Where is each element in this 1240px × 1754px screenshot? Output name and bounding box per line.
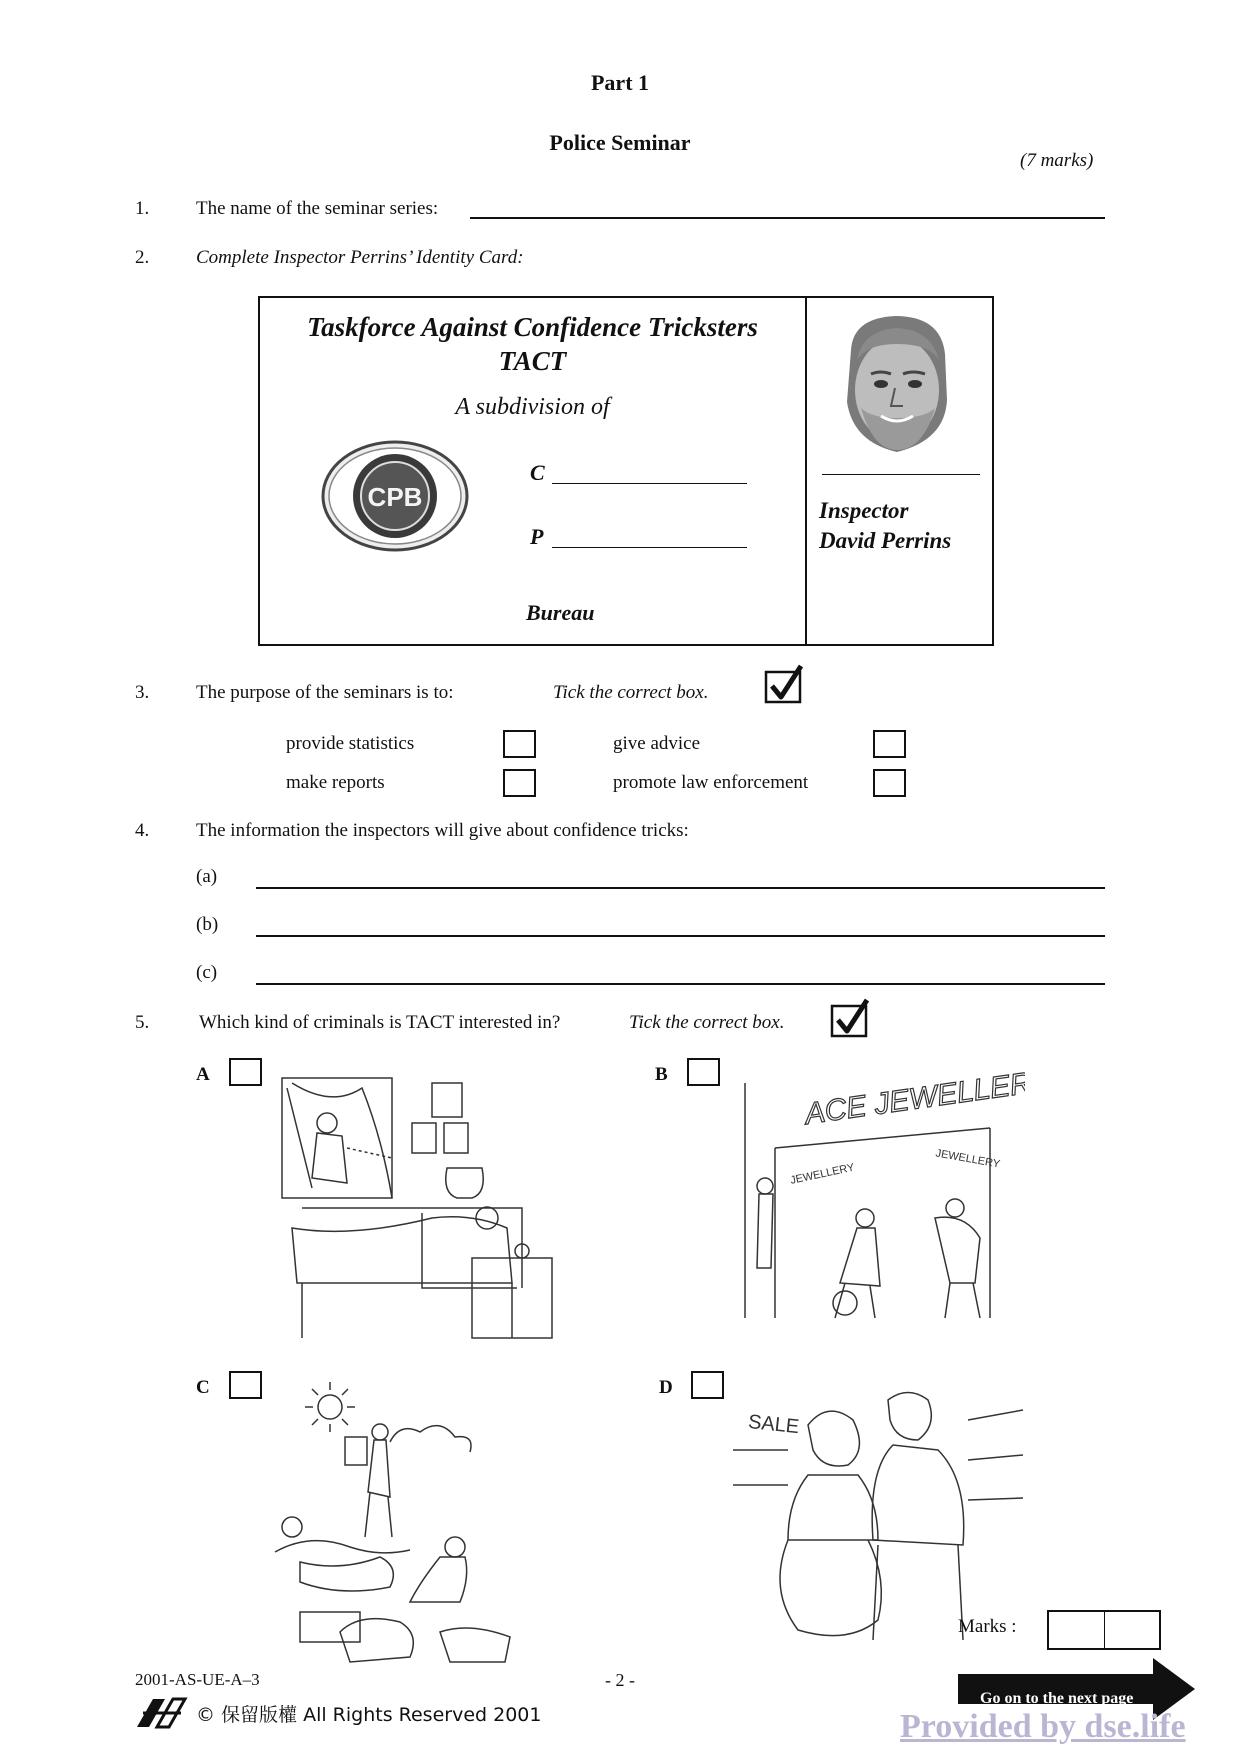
cpb-logo	[320, 438, 470, 554]
card-photo-line	[822, 474, 980, 475]
card-acronym: TACT	[498, 346, 567, 376]
question-1-number: 1.	[135, 198, 150, 219]
marks-allocation: (7 marks)	[1020, 150, 1094, 171]
question-4-part-b-label: (b)	[196, 914, 219, 935]
picture-label-d: D	[659, 1377, 673, 1398]
paper-code: 2001-AS-UE-A–3	[135, 1670, 260, 1689]
picture-a-burglary-illustration	[272, 1068, 562, 1353]
question-4-part-a-line[interactable]	[256, 887, 1105, 889]
checkbox-picture-d[interactable]	[691, 1371, 724, 1399]
checkbox-picture-a[interactable]	[229, 1058, 262, 1086]
picture-label-c: C	[196, 1377, 210, 1398]
picture-d-shoplifting-illustration	[728, 1380, 1028, 1655]
cpb-logo-text: CPB	[367, 482, 423, 512]
checkbox-make-reports[interactable]	[503, 769, 536, 797]
watermark-provided-by[interactable]: Provided by dse.life	[900, 1708, 1186, 1745]
card-name-line2: David Perrins	[819, 528, 952, 553]
question-4-part-c-label: (c)	[196, 962, 218, 983]
marks-box-divider	[1104, 1612, 1105, 1648]
checkbox-promote-law-enforcement[interactable]	[873, 769, 906, 797]
section-title: Police Seminar	[549, 130, 691, 155]
question-1-text: The name of the seminar series:	[196, 198, 439, 219]
tick-example-icon	[764, 664, 804, 704]
checkbox-picture-c[interactable]	[229, 1371, 262, 1399]
question-5-text: Which kind of criminals is TACT interested in?	[199, 1012, 561, 1033]
question-4-part-c-line[interactable]	[256, 983, 1105, 985]
sale-sign-text: SALE	[747, 1410, 801, 1439]
question-3-instruction: Tick the correct box.	[553, 682, 709, 703]
hkea-logo-icon	[135, 1695, 190, 1729]
card-letter-c: C	[530, 460, 545, 485]
checkbox-provide-statistics[interactable]	[503, 730, 536, 758]
card-c-answer-line[interactable]	[552, 483, 747, 484]
marks-box[interactable]	[1047, 1610, 1161, 1650]
question-4-part-b-line[interactable]	[256, 935, 1105, 937]
store-sign-text: ACE JEWELLER	[802, 1068, 1025, 1132]
identity-card	[258, 296, 994, 646]
copyright-notice: © 保留版權 All Rights Reserved 2001	[196, 1704, 542, 1726]
picture-b-jewellery-robbery-illustration	[735, 1068, 1025, 1338]
question-2-text: Complete Inspector Perrins’ Identity Card:	[196, 247, 524, 268]
question-1-answer-line[interactable]	[470, 217, 1105, 219]
next-page-text: Go on to the next page	[980, 1690, 1134, 1707]
card-bureau: Bureau	[526, 600, 595, 625]
option-promote-law-enforcement: promote law enforcement	[613, 772, 809, 793]
option-make-reports: make reports	[286, 772, 385, 793]
card-p-answer-line[interactable]	[552, 547, 747, 548]
option-provide-statistics: provide statistics	[286, 733, 415, 754]
question-2-number: 2.	[135, 247, 150, 268]
card-name-line1: Inspector	[819, 498, 909, 523]
question-4-part-a-label: (a)	[196, 866, 218, 887]
store-sign-jewellery-right: JEWELLERY	[934, 1147, 1001, 1171]
tick-example-icon-2	[830, 998, 870, 1038]
question-5-instruction: Tick the correct box.	[629, 1012, 785, 1033]
inspector-photo	[833, 310, 961, 455]
picture-c-beach-theft-illustration	[270, 1372, 570, 1672]
question-5-number: 5.	[135, 1012, 150, 1033]
card-subdivision: A subdivision of	[455, 394, 610, 420]
checkbox-picture-b[interactable]	[687, 1058, 720, 1086]
question-4-text: The information the inspectors will give about confidence tricks:	[196, 820, 689, 841]
store-sign-jewellery-left: JEWELLERY	[789, 1161, 856, 1187]
question-4-number: 4.	[135, 820, 150, 841]
page-number: - 2 -	[605, 1670, 635, 1690]
question-3-number: 3.	[135, 682, 150, 703]
marks-label: Marks :	[958, 1616, 1017, 1637]
checkbox-give-advice[interactable]	[873, 730, 906, 758]
card-letter-p: P	[530, 524, 544, 549]
question-3-text: The purpose of the seminars is to:	[196, 682, 454, 703]
picture-label-b: B	[655, 1064, 668, 1085]
card-title: Taskforce Against Confidence Tricksters	[307, 312, 758, 342]
card-divider	[805, 298, 807, 644]
picture-label-a: A	[196, 1064, 210, 1085]
option-give-advice: give advice	[613, 733, 701, 754]
part-heading: Part 1	[590, 70, 650, 95]
